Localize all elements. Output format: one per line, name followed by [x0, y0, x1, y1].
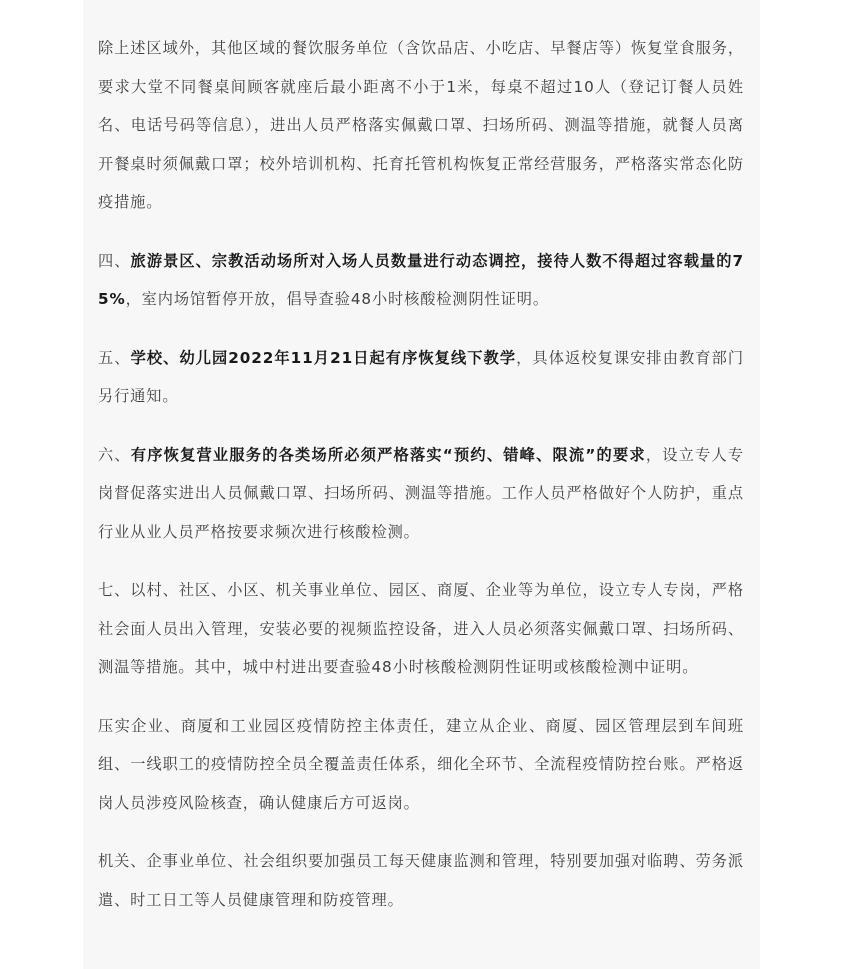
item-number: 四、 [98, 251, 131, 270]
item-number: 五、 [98, 348, 131, 367]
emphasis-text: 有序恢复营业服务的各类场所必须严格落实“预约、错峰、限流”的要求 [130, 445, 646, 464]
paragraph-business-venues [98, 436, 744, 552]
paragraph-schools [98, 339, 744, 416]
emphasis-text: 学校、幼儿园2022年11月21日起有序恢复线下教学 [130, 348, 517, 367]
item-number: 六、 [98, 445, 131, 464]
article-body [98, 29, 744, 939]
body-text: ，室内场馆暂停开放，倡导查验48小时核酸检测阴性证明。 [125, 290, 549, 308]
paragraph-communities: 七、以村、社区、小区、机关事业单位、园区、商厦、企业等为单位，设立专人专岗，严格社会面人员出入管理，安装必要的视频监控设备，进入人员必须落实佩戴口罩、扫场所码、测温等措施。其中，城中村进出要查验48小时核酸检测阴性证明或核酸检测中证明。 [98, 581, 744, 676]
paragraph-scenic-areas [98, 242, 744, 319]
body-text: ，具体返校复课安排由教育部门另行通知。 [98, 348, 744, 405]
paragraph-enterprise-responsibility: 压实企业、商厦和工业园区疫情防控主体责任，建立从企业、商厦、园区管理层到车间班组、一线职工的疫情防控全员全覆盖责任体系，细化全环节、全流程疫情防控台账。严格返岗人员涉疫风险核查，确认健康后方可返岗。 [98, 716, 744, 812]
paragraph-dining: 除上述区域外，其他区域的餐饮服务单位（含饮品店、小吃店、早餐店等）恢复堂食服务，要求大堂不同餐桌间顾客就座后最小距离不小于1米，每桌不超过10人（登记订餐人员姓名、电话号码等信息），进出人员严格落实佩戴口罩、扫场所码、测温等措施，就餐人员离开餐桌时须佩戴口罩；校外培训机构、托育托管机构恢复正常经营服务，严格落实常态化防疫措施。 [98, 39, 744, 211]
paragraph-staff-health: 机关、企事业单位、社会组织要加强员工每天健康监测和管理，特别要加强对临聘、劳务派遣、时工日工等人员健康管理和防疫管理。 [98, 852, 744, 909]
article-page [83, 0, 760, 969]
emphasis-text: 旅游景区、宗教活动场所对入场人员数量进行动态调控，接待人数不得超过容载量的75% [98, 251, 744, 308]
body-text: ，设立专人专岗督促落实进出人员佩戴口罩、扫场所码、测温等措施。工作人员严格做好个人防护，重点行业从业人员严格按要求频次进行核酸检测。 [98, 445, 744, 541]
